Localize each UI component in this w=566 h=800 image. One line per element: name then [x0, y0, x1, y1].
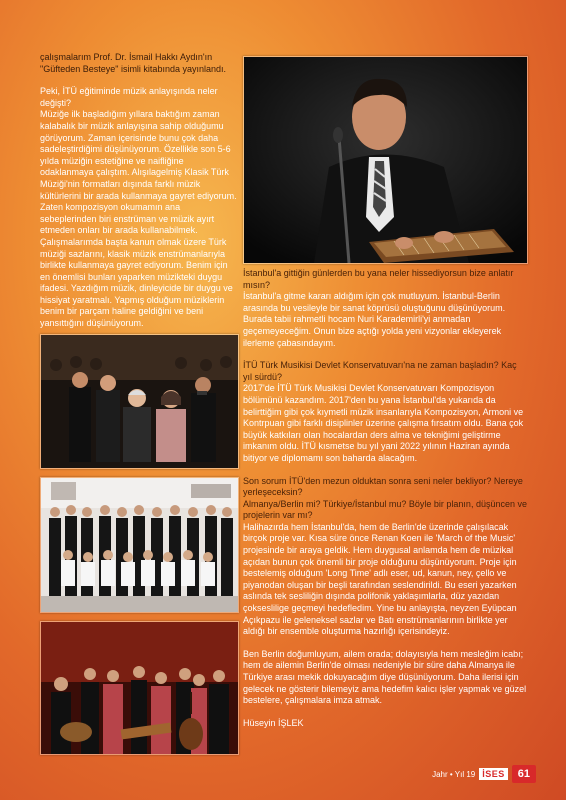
publisher-logo: İSES — [479, 768, 508, 780]
answer-istanbul: İstanbul'a gitme kararı aldığım için çok mutluyum. İstanbul-Berlin arasında bu vesileyle bir sanat köprüsü oluştuğunu düşünüyorum. Burada tabii rahmetli hocam Nuri Karademirli'yi anmadan geçemeyeceğim. Onun bize açtığı yolda yeni vizyonlar ekleyerek ilerleme çabasındayım. — [243, 291, 506, 348]
photo-kanun-player — [243, 56, 528, 264]
answer-conservatory: 2017'de İTÜ Türk Musikisi Devlet Konservatuvarı Kompozisyon bölümünü kazandım. 2017'den bu yana İstanbul'da yukarıda da belirttiğim gibi çok kıymetli müzik insanlarıyla Kompozisyon, Armoni ve Kontrpuan gibi farklı disiplinler üzerine çalışma fırsatım oldu. Bana çok büyük katkıları olan hocalardan ders alma ve tekniğimi geliştirme imkanım oldu. İTÜ kısmetse bu yıl yani 2022 yılının Haziran ayında bitiyor ve diplomamı son baharda alacağım. — [243, 383, 524, 463]
author-signature: Hüseyin İŞLEK — [243, 717, 304, 728]
photo-audience — [40, 334, 239, 469]
intro-text: çalışmalarım Prof. Dr. İsmail Hakkı Aydın'ın "Güfteden Besteye" isimli kitabında yayınlandı. — [40, 52, 226, 74]
answer-berlin: Ben Berlin doğumluyum, ailem orada; dolayısıyla hem mesleğim icabı; hem de ailemin Berlin'de olması nedeniyle bir süre daha Almanya ile Türkiye arası mekik dokuyacağım diye düşünüyorum. Daha ilerisi için gelecek ne gösterir bilemeyiz ama hedefim kalıcı işler yapmak ve güzel bestelere, çalışmalara imza atmak. — [243, 648, 527, 706]
issue-label: Jahr • Yıl 19 — [432, 769, 476, 779]
right-column-text — [243, 268, 527, 729]
photo-group — [40, 477, 239, 613]
page-number: 61 — [512, 765, 536, 783]
photo-ensemble — [40, 621, 239, 755]
answer-itu-music: Müziğe ilk başladığım yıllara baktığım zaman kalabalık bir müzik anlayışına sahip olduğumu görüyorum. Zaman içerisinde bunu çok daha sadeleştirdiğimi düşünüyorum. Özellikle son 5-6 yılda müziğin estetiğine ve naifliğine odaklanmaya çalıştım. Alışılagelmiş Klasik Türk Müziği'nin formatları dışında farklı müzik kültürlerini bir arada kullanmaya gayret ediyorum. Zaten kompozisyon okumamın ana sebeplerinden biri enstrüman ve müzik ayırt etmeden onları bir arada kullanabilmek. Çalışmalarımda başta kanun olmak üzere Türk müziği sazlarını, klasik müzik enstrümanlarıyla birlikte kullanmaya gayret ediyorum. Benim için en önemlisi bunları yaparken müzikteki duygu ifadesi. Yazdığım müzik, dinleyicide bir duygu ve hissiyat yaratmalı. Yapmış olduğum müziklerin benim bir parçam haline geldiğini ve beni yansıttığını düşünüyorum. — [40, 109, 237, 329]
left-column-text — [40, 52, 238, 330]
answer-future: Halihazırda hem İstanbul'da, hem de Berlin'de üzerinde çalışılacak birçok proje var. Kısa süre önce Renan Koen ile 'March of the Music' projesinde bir araya geldik. Hem duygusal anlamda hem de müzikal açıdan bunun çok önemli bir proje olduğunu düşünüyorum. Proje için bestelemiş olduğum 'Long Time' adlı eser, ud, kanun, ney, çello ve piyanodan oluşan bir beşli tarafından seslendirildi. Bu eseri yazarken aslında tek sesliliğin dışında polifonik yaklaşımlarla, düz yazıdan çokseslilige geçmeyi hedefledim. Yine bu anlayışta, neyzen Eyüpcan Açıkpazu ile geleneksel sazlar ve Batı enstrümanlarının birlikte yer aldığı bir ensemble oluşturma hazırlığı içerisindeyiz. — [243, 521, 517, 637]
question-future-detail: Almanya/Berlin mi? Türkiye/İstanbul mu? Böyle bir planın, düşüncen ve projelerin var mı? — [243, 498, 527, 521]
question-conservatory: İTÜ Türk Musikisi Devlet Konservatuvarı'na ne zaman başladın? Kaç yıl sürdü? — [243, 360, 517, 382]
page-footer — [432, 765, 536, 783]
question-future: Son sorum İTÜ'den mezun olduktan sonra seni neler bekliyor? Nereye yerleşeceksin? — [243, 475, 523, 498]
question-istanbul: İstanbul'a gittiğin günlerden bu yana neler hissediyorsun bize anlatır mısın? — [243, 268, 514, 290]
question-itu-music: Peki, İTÜ eğitiminde müzik anlayışında neler değişti? — [40, 86, 218, 108]
